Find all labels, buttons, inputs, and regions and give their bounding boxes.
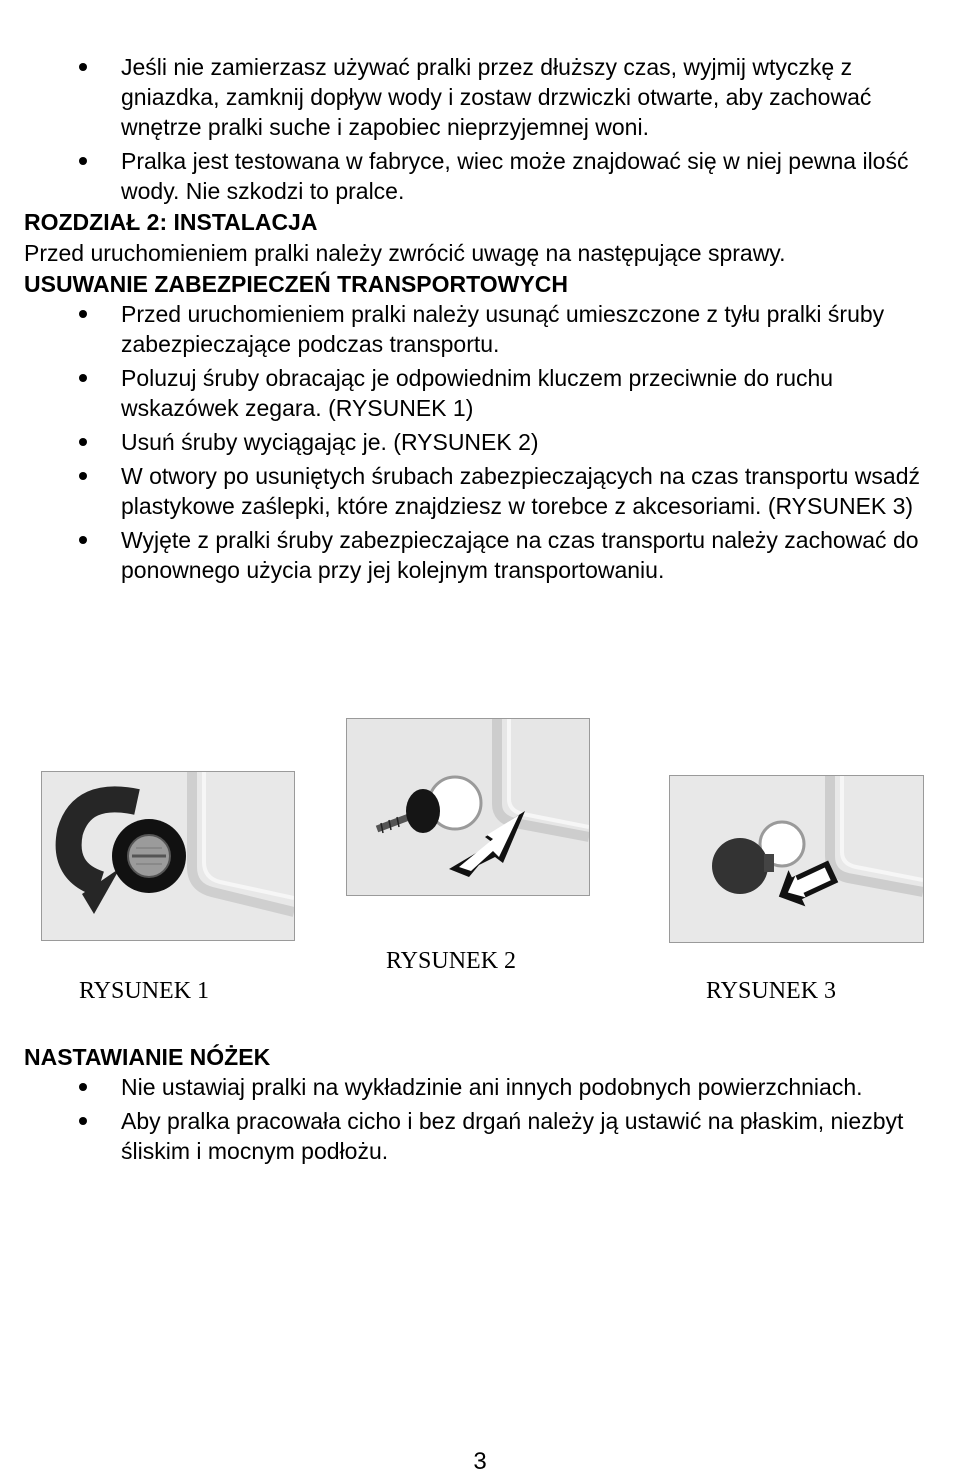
feet-adjustment-heading: NASTAWIANIE NÓŻEK	[24, 1044, 271, 1070]
list-item: Usuń śruby wyciągając je. (RYSUNEK 2)	[24, 427, 936, 457]
insert-cap-illustration	[670, 776, 923, 942]
transport-bullet-list	[24, 299, 936, 585]
intro-bullet-list	[24, 52, 936, 206]
figure-2-caption: RYSUNEK 2	[386, 948, 517, 974]
list-item: Poluzuj śruby obracając je odpowiednim kluczem przeciwnie do ruchu wskazówek zegara. (RYSUNEK 1)	[24, 363, 936, 423]
list-item: Nie ustawiaj pralki na wykładzinie ani innych podobnych powierzchniach.	[24, 1072, 936, 1102]
list-item: Jeśli nie zamierzasz używać pralki przez dłuższy czas, wyjmij wtyczkę z gniazdka, zamknij dopływ wody i zostaw drzwiczki otwarte, aby zachować wnętrze pralki suche i zapobiec nieprzyjemnej woni.	[24, 52, 936, 142]
feet-bullet-list	[24, 1072, 936, 1166]
figure-2-image	[346, 718, 590, 896]
remove-bolt-illustration	[347, 719, 589, 895]
list-item: Wyjęte z pralki śruby zabezpieczające na czas transportu należy zachować do ponownego użycia przy jej kolejnym transportowaniu.	[24, 525, 936, 585]
instructions-text	[24, 52, 936, 585]
list-item: Pralka jest testowana w fabryce, wiec może znajdować się w niej pewna ilość wody. Nie szkodzi to pralce.	[24, 146, 936, 206]
transport-bolts-heading: USUWANIE ZABEZPIECZEŃ TRANSPORTOWYCH	[24, 271, 568, 297]
feet-section	[24, 1041, 936, 1166]
loosen-bolt-illustration	[42, 772, 294, 940]
figure-3-image	[669, 775, 924, 943]
list-item: W otwory po usuniętych śrubach zabezpieczających na czas transportu wsadź plastykowe zaślepki, które znajdziesz w torebce z akcesoriami. (RYSUNEK 3)	[24, 461, 936, 521]
list-item: Aby pralka pracowała cicho i bez drgań należy ją ustawić na płaskim, niezbyt śliskim i mocnym podłożu.	[24, 1106, 936, 1166]
chapter-2-heading: ROZDZIAŁ 2: INSTALACJA	[24, 209, 318, 235]
figure-1-image	[41, 771, 295, 941]
page-number: 3	[473, 1448, 487, 1475]
figure-3-caption: RYSUNEK 3	[706, 978, 837, 1004]
list-item: Przed uruchomieniem pralki należy usunąć umieszczone z tyłu pralki śruby zabezpieczające podczas transportu.	[24, 299, 936, 359]
figure-1-caption: RYSUNEK 1	[79, 978, 210, 1004]
chapter-2-intro: Przed uruchomieniem pralki należy zwrócić uwagę na następujące sprawy.	[24, 240, 786, 266]
